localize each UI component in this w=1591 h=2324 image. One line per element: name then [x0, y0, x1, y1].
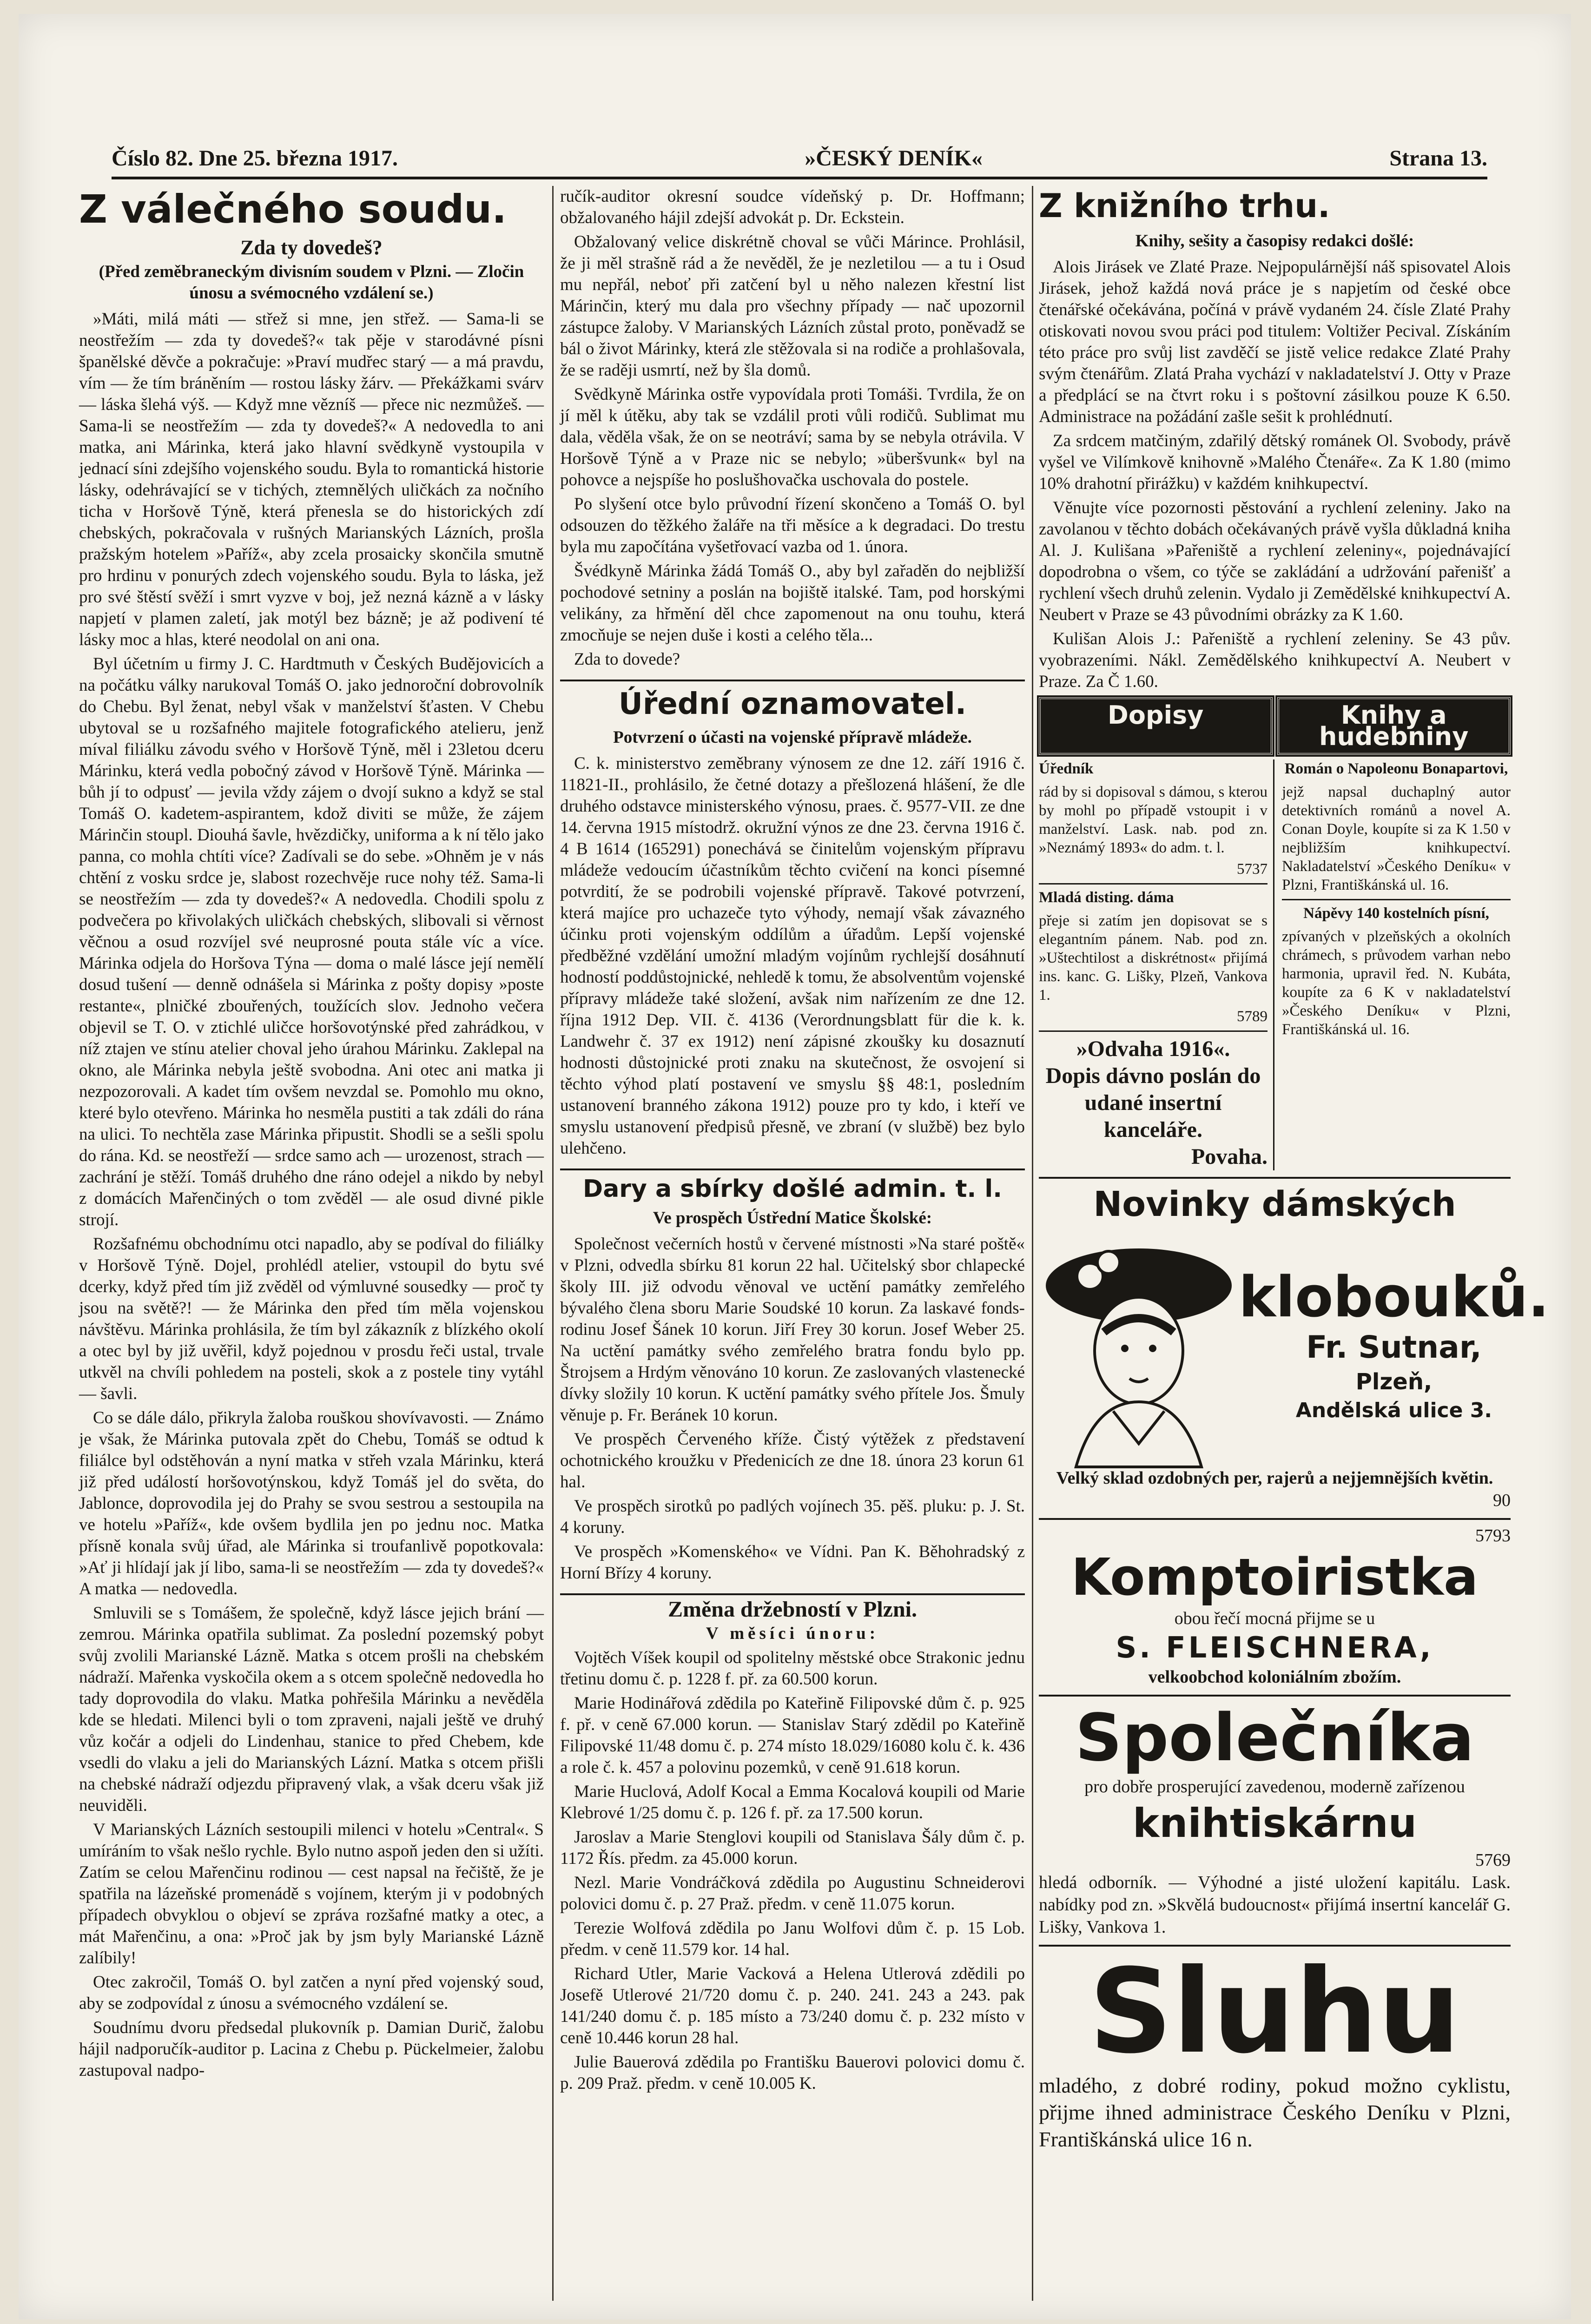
- gifts-title: Ve prospěch Ústřední Matice Školské:: [653, 1208, 932, 1228]
- column-3: [1039, 186, 1549, 2301]
- paragraph: Ve prospěch Červeného kříže. Čistý výtěžek z představení ochotnického kroužku v Předenicích ze dne 18. února 23 korun 61 hal.: [560, 1430, 1025, 1492]
- notice-title: Potvrzení o účasti na vojenské přípravě mládeže.: [613, 728, 972, 747]
- ad-code: 5793: [1475, 1526, 1511, 1545]
- classified-body: jejž napsal duchaplný autor detektivních románů a novel A. Conan Doyle, koupíte si za K 1.50 v nejbližším knihkupectví. Nakladatelství »Českého Deníku« v Plzni, Františkánská ul. 16.: [1282, 784, 1511, 893]
- paragraph: Svědkyně Márinka ostře vypovídala proti Tomáši. Tvrdila, že on jí měl k útěku, aby tak se vzdálil proti vůli rodičů. Sublimat mu dala, věděla však, že on se neotráví; sama by se nebyla otrávila. V Horšově Týně a v Praze nic se nebylo; »überšvunk« byl na pohovce a nejspíše ho poslušhovačka uschovala do postele.: [560, 385, 1025, 489]
- odvaha-body: Dopis dávno poslán do udané insertní kanceláře.: [1045, 1063, 1261, 1142]
- paragraph: C. k. ministerstvo zeměbrany výnosem ze dne 12. září 1916 č. 11821-II., prohlásilo, že četné dotazy a přešlozená hlášení, že dle druhého odstavce ministerského výnosu, praes. č. 9577-VII. ze dne 14. června 1915 místodrž. okružní výnos ze dne 23. června 1916 č. 4 B 1614 (165291) ponechává se činitelům vojenským přípravu mládeže vedoucím účastníkům těchto cvičení na konci písemné potvrdití, že se podrobili vojenské přípravě. Takové potvrzení, která majíce pro uchazeče tyto výhody, nemají však závazného účinku proti vojenským oddílům a úřadům. Lepší vojenské předběžné vzdělání umožní mladým vojínům rychlejší dosáhnutí hodností poddůstojnické, nehledě k tomu, že absolventům vojenské přípravy mládeže také složení, avšak nim nařízením ze dne 12. října 1912 Dep. VII. č. 4136 (Verordnungsblatt für die k. k. Landwehr č. 37 ex 1912) není zápisné zkoušky ku dosaznutí hodnosti důstojnické proti znaku na skutečnost, že osvojení si těchto výhod platí postavení ve smyslu §§ 48:1, posledním ustanovení branného zákona 1912) pouze pro ty kdo, i kteří ve smyslu ustanovení předpisů přesně, ve zbraní (v službě) bez bylo ulehčeno.: [560, 754, 1025, 1158]
- paragraph: Soudnímu dvoru předsedal plukovník p. Damian Durič, žalobu hájil nadporučík-auditor p. Lacina z Chebu p. Pückelmeier, žalobu zastupoval nadpo-: [79, 2018, 544, 2080]
- classified-headers: [1039, 697, 1511, 755]
- paragraph: V Marianských Lázních sestoupili milenci v hotelu »Central«. S umíráním to však nešlo rychle. Bylo nutno aspoň jeden den si užíti. Zatím se celou Mařenčinu rodinou — cest napsal na řečiště, že je spatřila na lázeňské promenádě s vojínem, kterým ji v podobných případech obvyklou o objeví se zpráva rozšafné matky a otec, a mát Mařenčinu, a ona: »Proč jak by jsm byly Marianské Lázně zalíbily!: [79, 1820, 544, 1967]
- odvaha-notice: [1039, 1030, 1268, 1170]
- paragraph: Ve prospěch »Komenského« ve Vídni. Pan K. Běhohradský z Horní Břízy 4 koruny.: [560, 1542, 1025, 1583]
- newspaper-title: »ČESKÝ DENÍK«: [805, 145, 983, 171]
- classified-title: Román o Napoleonu Bonapartovi,: [1284, 760, 1508, 777]
- ad-code: 5769: [1475, 1850, 1511, 1870]
- column-divider: [552, 186, 554, 2301]
- section-heading: Z knižního trhu.: [1039, 187, 1330, 225]
- hat-ad-text: [1239, 1265, 1549, 1425]
- odvaha-sign: Povaha.: [1191, 1144, 1268, 1169]
- paragraph: Otec zakročil, Tomáš O. byl zatčen a nyní před vojenský soud, aby se zodpovídal z únosu a svémocného vzdálení se.: [79, 1973, 544, 2013]
- odvaha-title: »Odvaha 1916«.: [1076, 1037, 1230, 1061]
- classifieds: [1039, 759, 1511, 1170]
- paragraph: Marie Huclová, Adolf Kocal a Emma Kocalová koupili od Marie Klebrové 1/25 domu č. p. 126 f. př. za 17.500 korun.: [560, 1782, 1025, 1822]
- ad-headline: klobouků.: [1239, 1265, 1549, 1330]
- ad-code: 90: [1493, 1491, 1511, 1510]
- paragraph: Vojtěch Víšek koupil od spolitelny městské obce Strakonic jednu třetinu domu č. p. 1228 f. př. za 60.500 korun.: [560, 1648, 1025, 1689]
- clerk-advertisement: [1039, 1518, 1511, 1688]
- hat-ad-body: [1039, 1225, 1549, 1467]
- classified-box: [1282, 899, 1511, 1039]
- ad-firm: S. FLEISCHNERA,: [1116, 1631, 1434, 1664]
- paragraph: Věnujte více pozornosti pěstování a rychlení zeleniny. Jako na zavolanou v těchto dobách očekávaných právě vyšla důkladná kniha Al. J. Kulišana »Pařeniště a rychlení zeleniny«, pojednávající dopodrobna o všem, co týče se zakládání a udržování pařenišť a rychlení všech druhů zelenin. Vydalo ji Zemědělské knihkupectví A. Neubert v Praze se 43 původními obrázky za K 1.60.: [1039, 498, 1511, 624]
- books-music-header: Knihy a hudebniny: [1277, 697, 1511, 755]
- paragraph: Kulišan Alois J.: Pařeniště a rychlení zeleniny. Se 43 pův. vyobrazeními. Nákl. Zemědělského knihkupectví A. Neubert v Praze. Za Č 1.60.: [1039, 629, 1511, 691]
- paragraph: Marie Hodinářová zdědila po Kateřině Filipovské dům č. p. 925 f. př. v ceně 67.000 korun. — Stanislav Starý zdědil po Kateřině Filipovské 11/48 domu č. p. 274 místo 18.029/16080 kolu č. k. 436 a role č. k. 457 a polovinu pozemků, v ceně 91.618 korun.: [560, 1694, 1025, 1777]
- classified-body: přeje si zatím jen dopisovat se s elegantním pánem. Nab. pod zn. »Uštechtilost a diskrétnost« přijímá ins. kanc. G. Lišky, Plzeň, Vankova 1.: [1039, 912, 1268, 1004]
- article-lead: (Před zeměbraneckým divisním soudem v Plzni. — Zločin únosu a svémocného vzdálení se.): [99, 262, 524, 303]
- books-title: Knihy, sešity a časopisy redakci došlé:: [1135, 231, 1414, 251]
- paragraph: Alois Jirásek ve Zlaté Praze. Nejpopulárnější náš spisovatel Alois Jirásek, jehož každá nová práce je s napjetím od české obce čtenářské očekávána, počíná v právě vydaném 24. čísle Zlaté Prahy otiskovati novou svou práci pod titulem: Voltižer Pecival. Získáním této práce pro svůj list zavděčí se jistě velice redakce Zlaté Prahy svým čtenářům. Zlatá Praha vychází v nakladatelství J. Otty v Praze a předplácí se na čtvrt roku i s poštovní zásilkou pouze K 6.50. Administrace na požádání zašle sešit k prohlédnutí.: [1039, 257, 1511, 426]
- paragraph: Smluvili se s Tomášem, že společně, když lásce jejich brání — zemrou. Márinka opatřila sublimat. Za poslední pozemský pobyt svůj zvolili Marianské Lázně. Matka s otcem prošli na chebském nádraží. Mařenka vyskočila okem a s otcem společně nedovedla ho tady doprovodila do vlaku. Matka pohřešila Márinku a nevěděla kde se hledati. Milenci byli o tom zpraveni, najali ještě ve druhý vůz kočár a odjeli do Lindenhau, stanice to před Chebem, kde vsedli do vlaku a jeli do Marianských Lázní. Matka s otcem přišli na chebské nádraží odjezdu připravený vlak, a však dceru však již neuviděli.: [79, 1604, 544, 1815]
- ad-subhead: knihtiskárnu: [1133, 1800, 1417, 1847]
- ad-headline: Společníka: [1075, 1700, 1474, 1776]
- ad-body: mladého, z dobré rodiny, pokud možno cyklistu, přijme ihned administrace Českého Deníku v Plzni, Františkánská ulice 16 n.: [1039, 2073, 1511, 2151]
- paragraph: Julie Bauerová zdědila po Františku Bauerovi polovici domu č. p. 209 Praž. předm. v ceně 10.005 K.: [560, 2053, 1025, 2093]
- classified-box: [1039, 883, 1268, 1026]
- letters-header: Dopisy: [1039, 697, 1273, 755]
- hat-advertisement: [1039, 1177, 1549, 1512]
- paragraph: Po slyšení otce bylo průvodní řízení skončeno a Tomáš O. byl odsouzen do těžkého žaláře na tři měsíce a k degradaci. Do trestu byla mu započítána vyšetřovací vazba od 1. února.: [560, 495, 1025, 556]
- classified-title: Úředník: [1039, 760, 1094, 777]
- month-label: V měsíci únoru:: [706, 1624, 879, 1643]
- ad-sub: velkoobchod koloniálním zbožím.: [1148, 1667, 1401, 1687]
- paragraph: Obžalovaný velice diskrétně choval se vůči Márince. Prohlásil, že ji měl strašně rád a že nevěděl, že je nezletilou — a tu i Osud mu nepřál, neboť při zatčení byl u něho nalezen křestní list Márinčin, který mu dala pro všechny případy — nač upozornil zástupce žaloby. V Marianských Lázních zůstal proto, poněvadž se bál o život Márinky, která zle stěžovala si na rodiče a prohlašovala, že se raději usmrtí, než by šla domů.: [560, 232, 1025, 380]
- classified-title: Nápěvy 140 kostelních písní,: [1303, 905, 1489, 922]
- paragraph: Terezie Wolfová zdědila po Janu Wolfovi dům č. p. 15 Lob. předm. v ceně 11.579 kor. 14 hal.: [560, 1919, 1025, 1959]
- issue-date: Číslo 82. Dne 25. března 1917.: [112, 145, 398, 171]
- newspaper-page: [19, 14, 1571, 2319]
- section-heading: Z válečného soudu.: [79, 186, 507, 232]
- paragraph: Rozšafnému obchodnímu otci napadlo, aby se podíval do filiálky v Horšově Týně. Dojel, prohlédl atelier, vstoupil do bytu své dcerky, když před tím již zvěděl od výmluvné sousedky — proč ty jsou na světě?! — že Márinka den před tím měla vojenskou návštěvu. Márinka prohlásila, že tím byl zákazník z blízkého okolí a otec byl by již uvěřil, když pojednou v prosdu řeči ustal, trvale utkvěl na chvíli pohledem na posteli, skok a z postele tiny vytáhl — šavli.: [79, 1235, 544, 1403]
- classified-title: Mladá disting. dáma: [1039, 889, 1174, 906]
- paragraph: Byl účetním u firmy J. C. Hardtmuth v Českých Budějovicích a na počátku války narukoval Tomáš O. jako jednoroční dobrovolník do Chebu. Byl ženat, nebyl však v manželství šťasten. V Chebu ubytoval se u rozšafného majitele fotografického atelieru, jenž míval filiálku závodu svého v Horšově Týně, měl i 23letou dceru Márinku, která vedla pobočný závod v Horšově Týně. Márinka — bůh jí to odpusť — jevila vždy zájem o dvojí sukno a když se stal Tomáš O. kadetem-aspirantem, kdož diviti se může, že zájem Márinčin stoupl. Diouhá šavle, hvězdičky, uniforma a k ní tělo jako panna, co mohla chtíti více? Zadívali se do sebe. »Ohněm je v nás chtění z vosku srdce je, slabost rozechvěje ruce nohy též. Sama-li se neostřežím — zda ty dovedeš?« A nedovedla. Chodili spolu z podvečera po křivolakých uličkách chebských, slibovali si věrnost věčnou a osud rozvíjel své neuprosné pouta stále víc a více. Márinka odjela do Horšova Týna — doma o malé lásce její nemělí dosud tušení — denně odnášela si Márinka z pošty dopisy »poste restante«, plničké zbouřených, toužících slov. Jednoho večera objevil se T. O. v ztichlé uličce horšovotýnské před zahrádkou, v níž ztajen ve stínu atelier choval jeho úrahou Márinku. Zaklepal na okno, ale Márinka nebyla ještě svobodna. Ani otec ani matka ji nezpozorovali. A kadet tím ovšem nevzdal se. Pomohlo mu okno, které bylo otevřeno. Márinka ho nesměla pustiti a tak zdáli do rána na ulici. To nechtěla zase Márinka připustit. Shodli se a sešli spolu do rána. Kd. se neostřeží — srdce samo ach — urozenost, strach — zachrání je stěží. Tomáš druhého dne ráno odejel a nikdo by nebyl z domácích Mařenčiných o tom zvěděl — ale osud divné pikle strojí.: [79, 654, 544, 1229]
- classified-body: zpívaných v plzeňských a okolních chrámech, s průvodem varhan nebo harmonia, upravil řed. N. Kubáta, koupíte za 6 K v nakladatelství »Českého Deníku« v Plzni, Františkánská ul. 16.: [1282, 928, 1511, 1038]
- classified-body: rád by si dopisoval s dámou, s kterou by mohl po případě vstoupit i v manželství. Lask. nab. pod zn. »Neznámý 1893« do adm. t. l.: [1039, 784, 1268, 856]
- page-header: [112, 139, 1487, 179]
- paragraph: ručík-auditor okresní soudce vídeňský p. Dr. Hoffmann; obžalovaného hájil zdejší advokát p. Dr. Eckstein.: [560, 187, 1025, 227]
- ad-body: Velký sklad ozdobných per, rajerů a nejjemnějších květin.: [1056, 1468, 1493, 1488]
- paragraph: Richard Utler, Marie Vacková a Helena Utlerová zdědili po Josefě Utlerové 21/720 domu č. p. 240. 241. 243 a 243. pak 141/240 domu č. p. 185 místo a 73/240 domu č. p. 232 místo v ceně 10.446 korun 28 hal.: [560, 1964, 1025, 2047]
- paragraph: Nezl. Marie Vondráčková zdědila po Augustinu Schneiderovi polovici domu č. p. 27 Praž. předm. v ceně 11.075 korun.: [560, 1873, 1025, 1914]
- paragraph: Ve prospěch sirotků po padlých vojínech 35. pěš. pluku: p. J. St. 4 koruny.: [560, 1497, 1025, 1537]
- paragraph: Co se dále dálo, přikryla žaloba rouškou shovívavosti. — Známo je však, že Márinka putovala zpět do Chebu, Tomáš se odtud k filiálce byl odstěhován a nyní matka v střeh vzala Márinku, která již před událostí horšovotýnskou, když Tomáš jel do světa, do Jablonce, doprovodila jej do Prahy se svou sestrou a sestoupila na ve hotelu »Paříž«, kde ovšem bydlila jen po jednu noc. Matka přísně konala svůj úřad, ale Márinka si troufanlivě popotkovala: »Ať ji hlídají jak jí libo, sama-li se neostřežím — zda ty dovedeš?« A matka — nedovedla.: [79, 1408, 544, 1598]
- classified-right: [1282, 759, 1511, 1170]
- ad-headline: Komptoiristka: [1071, 1547, 1479, 1607]
- partner-advertisement: [1039, 1695, 1511, 1938]
- paragraph: Společnost večerních hostů v červené místnosti »Na staré poště« v Plzni, odvedla sbírku 81 korun 22 hal. Učitelský sbor chlapecké školy III. již odvodu věnoval ve uctění památky zemřelého bývalého člena sboru Marie Soudské 10 korun. Za laskavé fonds-rodinu Josef Šánek 10 korun. Jiří Frey 30 korun. Josef Weber 25. Na uctění památky svého zemřelého bratra fondu bylo pp. Štrojsem a Hrdým věnováno 10 korun. Ze zaslovaných vlastenecké dívky složily 10 korun. K uctění památky svého přítele Jos. Šmuly věnuje p. Fr. Beránek 10 korun.: [560, 1235, 1025, 1425]
- article-title: Zda ty dovedeš?: [240, 236, 383, 259]
- paragraph: Švédkyně Márinka žádá Tomáš O., aby byl zařaděn do nejbližší pochodové setniny a poslán na bojiště italské. Tam, pod horskými velikány, za hřmění děl chce zapomenout na onu touhu, která zmocňuje se nejen duše i kosti a celého těla...: [560, 561, 1025, 645]
- page-number: Strana 13.: [1389, 145, 1487, 171]
- ad-headline: Sluhu: [1089, 1944, 1461, 2079]
- classified-code: 5737: [1237, 861, 1268, 878]
- section-heading: Změna držebností v Plzni.: [560, 1593, 1025, 1620]
- classified-code: 5789: [1237, 1008, 1268, 1025]
- lady-with-hat-illustration: [1039, 1225, 1239, 1467]
- ad-address: Andělská ulice 3.: [1295, 1399, 1492, 1422]
- column-1: [79, 186, 544, 2301]
- ad-firm: Fr. Sutnar,: [1306, 1329, 1482, 1365]
- classified-left: [1039, 759, 1274, 1170]
- servant-advertisement: [1039, 1945, 1511, 2153]
- section-heading: Dary a sbírky došlé admin. t. l.: [560, 1169, 1025, 1204]
- paragraph: Jaroslav a Marie Stenglovi koupili od Stanislava Šály dům č. p. 1172 Řís. předm. za 45.000 korun.: [560, 1828, 1025, 1868]
- paragraph: Zda to dovede?: [574, 650, 680, 669]
- paragraph: »Máti, milá máti — střež si mne, jen střež. — Sama-li se neostřežím — zda ty dovedeš?« tak pěje v starodávné písni španělské děvče a pokračuje: »Praví mudřec starý — a má pravdu, vím — že tím bráněním — rostou lásky žárv. — Překážkami svárv — láska šlehá výš. — Když mne vězníš — přece nic nezmůžeš. — Sama-li se neostřežím — zda ty dovedeš?« A nedovedla to ani matka, ani Márinka, která jako hlavní svědkyně vystoupila v jednací síni zdejšího vojenského soudu. Byla to romantická historie lásky, odehrávající se v tichých, ztemnělých uličkách za nočního ticha v Horšově Týně, která přenesla se do historických zdí chebských, pokračovala v rušných Marianských Lázních, prošla pražským hotelem »Paříž«, aby zcela prosaicky skončila smutně pro hrdinu v ponurých zdech vojenského soudu. Byla to láska, jež pro své štěstí svěží i smrt vyzve v boj, jež nezná kázně a v lásky napjetí v plamen zaletí, jak motýl bez bázně; je až podivení té lásky moc a hlas, které neodolal on ani ona.: [79, 310, 544, 649]
- ad-headline: Novinky dámských: [1093, 1184, 1456, 1224]
- section-heading: Úřední oznamovatel.: [560, 680, 1025, 722]
- column-divider: [1032, 186, 1033, 2301]
- paragraph: Za srdcem matčiným, zdařilý dětský románek Ol. Svobody, právě vyšel ve Vilímkově knihovně »Malého Čtenáře«. Za K 1.80 (mimo 10% drahotní přirážku) v každém knihkupectví.: [1039, 431, 1511, 493]
- ad-body: hledá odborník. — Výhodné a jisté uložení kapitálu. Lask. nabídky pod zn. »Skvělá budoucnost« přijímá insertní kancelář G. Lišky, Vankova 1.: [1039, 1873, 1511, 1937]
- column-2: [560, 186, 1025, 2301]
- ad-body: obou řečí mocná přijme se u: [1174, 1609, 1375, 1628]
- ad-body: pro dobře prosperující zavedenou, moderně zařízenou: [1084, 1777, 1465, 1796]
- ad-city: Plzeň,: [1355, 1369, 1433, 1395]
